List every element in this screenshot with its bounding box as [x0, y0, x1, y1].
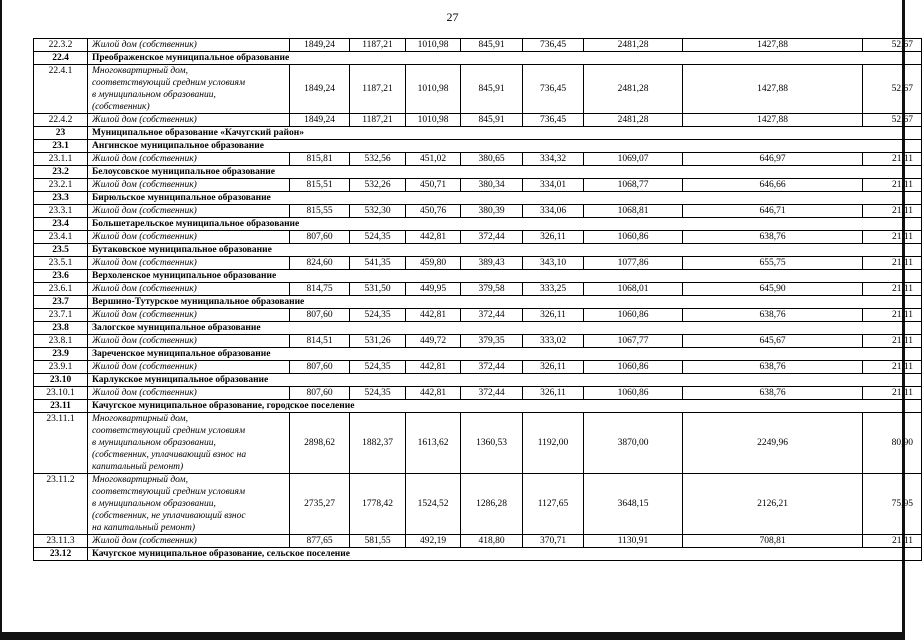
value-cell: 815,81	[290, 153, 350, 166]
table-row	[34, 231, 922, 244]
value-cell: 524,35	[350, 309, 406, 322]
section-code: 23.8	[34, 322, 88, 335]
description-line: Многоквартирный дом,	[92, 66, 188, 76]
value-cell: 372,44	[461, 231, 523, 244]
value-cell: 75,95	[863, 474, 922, 535]
table-row	[34, 39, 922, 52]
section-code: 23.11	[34, 400, 88, 413]
description-line: капитальный ремонт)	[92, 462, 184, 472]
table-row	[34, 205, 922, 218]
item-description	[88, 535, 290, 548]
value-cell: 52,67	[863, 65, 922, 114]
value-cell: 442,81	[406, 387, 461, 400]
section-row	[34, 270, 922, 283]
item-code: 23.1.1	[34, 153, 88, 166]
value-cell: 1187,21	[350, 39, 406, 52]
value-cell: 21,11	[863, 387, 922, 400]
section-title: Бирюльское муниципальное образование	[88, 192, 922, 205]
description-line: соответствующий средним условиям	[92, 426, 246, 436]
table-row	[34, 387, 922, 400]
value-cell: 380,65	[461, 153, 523, 166]
value-cell: 442,81	[406, 361, 461, 374]
value-cell: 1060,86	[584, 309, 683, 322]
description-line: в муниципальном образовании,	[92, 90, 216, 100]
description-line: Многоквартирный дом,	[92, 414, 188, 424]
description-line: Жилой дом (собственник)	[92, 232, 197, 242]
item-description	[88, 65, 290, 114]
section-code: 23.9	[34, 348, 88, 361]
description-line: Жилой дом (собственник)	[92, 284, 197, 294]
table-row	[34, 413, 922, 474]
value-cell: 379,58	[461, 283, 523, 296]
value-cell: 442,81	[406, 231, 461, 244]
page-number: 27	[446, 10, 459, 24]
value-cell: 646,71	[683, 205, 863, 218]
item-code: 23.8.1	[34, 335, 88, 348]
item-description	[88, 231, 290, 244]
section-title: Карлукское муниципальное образование	[88, 374, 922, 387]
item-code: 23.2.1	[34, 179, 88, 192]
value-cell: 815,55	[290, 205, 350, 218]
value-cell: 646,66	[683, 179, 863, 192]
description-line: Жилой дом (собственник)	[92, 362, 197, 372]
value-cell: 1882,37	[350, 413, 406, 474]
item-description	[88, 335, 290, 348]
item-description	[88, 257, 290, 270]
value-cell: 845,91	[461, 39, 523, 52]
value-cell: 334,01	[523, 179, 584, 192]
section-row	[34, 348, 922, 361]
value-cell: 646,97	[683, 153, 863, 166]
value-cell: 1069,07	[584, 153, 683, 166]
value-cell: 1060,86	[584, 361, 683, 374]
value-cell: 532,30	[350, 205, 406, 218]
value-cell: 1187,21	[350, 65, 406, 114]
value-cell: 1427,88	[683, 65, 863, 114]
section-code: 23.7	[34, 296, 88, 309]
value-cell: 450,76	[406, 205, 461, 218]
value-cell: 1778,42	[350, 474, 406, 535]
value-cell: 1130,91	[584, 535, 683, 548]
value-cell: 1849,24	[290, 114, 350, 127]
value-cell: 1524,52	[406, 474, 461, 535]
value-cell: 814,51	[290, 335, 350, 348]
section-code: 23	[34, 127, 88, 140]
value-cell: 21,11	[863, 205, 922, 218]
value-cell: 492,19	[406, 535, 461, 548]
item-description	[88, 283, 290, 296]
value-cell: 2126,21	[683, 474, 863, 535]
value-cell: 1192,00	[523, 413, 584, 474]
table-row	[34, 114, 922, 127]
value-cell: 638,76	[683, 309, 863, 322]
description-line: Жилой дом (собственник)	[92, 206, 197, 216]
item-description	[88, 205, 290, 218]
value-cell: 532,26	[350, 179, 406, 192]
value-cell: 80,90	[863, 413, 922, 474]
value-cell: 326,11	[523, 231, 584, 244]
item-code: 23.11.2	[34, 474, 88, 535]
section-title: Бутаковское муниципальное образование	[88, 244, 922, 257]
value-cell: 326,11	[523, 361, 584, 374]
value-cell: 1286,28	[461, 474, 523, 535]
item-description	[88, 361, 290, 374]
item-code: 23.7.1	[34, 309, 88, 322]
value-cell: 334,32	[523, 153, 584, 166]
section-code: 23.4	[34, 218, 88, 231]
description-line: Жилой дом (собственник)	[92, 180, 197, 190]
table-row	[34, 309, 922, 322]
section-code: 23.12	[34, 548, 88, 561]
value-cell: 877,65	[290, 535, 350, 548]
value-cell: 1849,24	[290, 39, 350, 52]
value-cell: 3648,15	[584, 474, 683, 535]
description-line: Жилой дом (собственник)	[92, 154, 197, 164]
item-description	[88, 114, 290, 127]
value-cell: 532,56	[350, 153, 406, 166]
description-line: (собственник, уплачивающий взнос на	[92, 450, 247, 460]
section-row	[34, 127, 922, 140]
item-code: 23.3.1	[34, 205, 88, 218]
section-title: Муниципальное образование «Качугский район»	[88, 127, 922, 140]
description-line: в муниципальном образовании,	[92, 499, 216, 509]
value-cell: 807,60	[290, 309, 350, 322]
value-cell: 380,34	[461, 179, 523, 192]
table-row	[34, 283, 922, 296]
value-cell: 451,02	[406, 153, 461, 166]
value-cell: 645,90	[683, 283, 863, 296]
section-title: Залогское муниципальное образование	[88, 322, 922, 335]
description-line: (собственник)	[92, 102, 150, 112]
value-cell: 807,60	[290, 231, 350, 244]
item-code: 23.4.1	[34, 231, 88, 244]
value-cell: 1127,65	[523, 474, 584, 535]
value-cell: 389,43	[461, 257, 523, 270]
value-cell: 1010,98	[406, 39, 461, 52]
table-row	[34, 535, 922, 548]
item-description	[88, 39, 290, 52]
item-description	[88, 413, 290, 474]
item-code: 23.10.1	[34, 387, 88, 400]
description-line: Жилой дом (собственник)	[92, 310, 197, 320]
value-cell: 370,71	[523, 535, 584, 548]
description-line: Жилой дом (собственник)	[92, 258, 197, 268]
value-cell: 343,10	[523, 257, 584, 270]
section-title: Качугское муниципальное образование, сельское поселение	[88, 548, 922, 561]
section-row	[34, 296, 922, 309]
table-row	[34, 257, 922, 270]
value-cell: 807,60	[290, 361, 350, 374]
item-code: 23.9.1	[34, 361, 88, 374]
table-row	[34, 474, 922, 535]
value-cell: 449,95	[406, 283, 461, 296]
section-row	[34, 218, 922, 231]
value-cell: 21,11	[863, 535, 922, 548]
value-cell: 326,11	[523, 309, 584, 322]
value-cell: 21,11	[863, 231, 922, 244]
value-cell: 638,76	[683, 387, 863, 400]
item-code: 23.11.3	[34, 535, 88, 548]
section-title: Белоусовское муниципальное образование	[88, 166, 922, 179]
value-cell: 531,50	[350, 283, 406, 296]
section-title: Ангинское муниципальное образование	[88, 140, 922, 153]
table-row	[34, 179, 922, 192]
description-line: (собственник, не уплачивающий взнос	[92, 511, 246, 521]
value-cell: 814,75	[290, 283, 350, 296]
value-cell: 845,91	[461, 65, 523, 114]
value-cell: 21,11	[863, 283, 922, 296]
value-cell: 1068,01	[584, 283, 683, 296]
value-cell: 326,11	[523, 387, 584, 400]
description-line: Жилой дом (собственник)	[92, 40, 197, 50]
section-title: Зареченское муниципальное образование	[88, 348, 922, 361]
value-cell: 442,81	[406, 309, 461, 322]
section-title: Верхоленское муниципальное образование	[88, 270, 922, 283]
item-description	[88, 309, 290, 322]
scan-edge-left	[0, 0, 2, 640]
value-cell: 3870,00	[584, 413, 683, 474]
value-cell: 2249,96	[683, 413, 863, 474]
value-cell: 21,11	[863, 335, 922, 348]
value-cell: 524,35	[350, 231, 406, 244]
description-line: Жилой дом (собственник)	[92, 536, 197, 546]
value-cell: 459,80	[406, 257, 461, 270]
table-row	[34, 153, 922, 166]
value-cell: 638,76	[683, 231, 863, 244]
value-cell: 1077,86	[584, 257, 683, 270]
value-cell: 531,26	[350, 335, 406, 348]
value-cell: 449,72	[406, 335, 461, 348]
section-code: 23.3	[34, 192, 88, 205]
value-cell: 21,11	[863, 179, 922, 192]
value-cell: 2481,28	[584, 65, 683, 114]
value-cell: 333,25	[523, 283, 584, 296]
value-cell: 845,91	[461, 114, 523, 127]
value-cell: 372,44	[461, 387, 523, 400]
section-row	[34, 400, 922, 413]
item-code: 22.3.2	[34, 39, 88, 52]
value-cell: 380,39	[461, 205, 523, 218]
description-line: соответствующий средним условиям	[92, 487, 246, 497]
description-line: Многоквартирный дом,	[92, 475, 188, 485]
value-cell: 2735,27	[290, 474, 350, 535]
section-row	[34, 140, 922, 153]
value-cell: 2481,28	[584, 114, 683, 127]
item-code: 22.4.1	[34, 65, 88, 114]
section-row	[34, 322, 922, 335]
value-cell: 418,80	[461, 535, 523, 548]
section-code: 23.6	[34, 270, 88, 283]
description-line: Жилой дом (собственник)	[92, 388, 197, 398]
description-line: на капитальный ремонт)	[92, 523, 196, 533]
item-description	[88, 387, 290, 400]
section-code: 23.2	[34, 166, 88, 179]
value-cell: 1060,86	[584, 231, 683, 244]
tariff-table-container	[33, 38, 913, 561]
value-cell: 524,35	[350, 387, 406, 400]
section-row	[34, 244, 922, 257]
item-code: 23.11.1	[34, 413, 88, 474]
section-title: Качугское муниципальное образование, городское поселение	[88, 400, 922, 413]
item-description	[88, 153, 290, 166]
value-cell: 1427,88	[683, 114, 863, 127]
value-cell: 541,35	[350, 257, 406, 270]
value-cell: 1068,77	[584, 179, 683, 192]
table-row	[34, 361, 922, 374]
value-cell: 736,45	[523, 114, 584, 127]
value-cell: 736,45	[523, 65, 584, 114]
scan-edge-bottom	[0, 632, 905, 640]
value-cell: 824,60	[290, 257, 350, 270]
table-body	[34, 39, 922, 561]
value-cell: 1613,62	[406, 413, 461, 474]
value-cell: 52,67	[863, 114, 922, 127]
value-cell: 1010,98	[406, 114, 461, 127]
value-cell: 1427,88	[683, 39, 863, 52]
value-cell: 1187,21	[350, 114, 406, 127]
section-row	[34, 548, 922, 561]
item-code: 23.5.1	[34, 257, 88, 270]
value-cell: 708,81	[683, 535, 863, 548]
section-code: 23.10	[34, 374, 88, 387]
item-description	[88, 179, 290, 192]
item-code: 22.4.2	[34, 114, 88, 127]
value-cell: 2481,28	[584, 39, 683, 52]
value-cell: 1010,98	[406, 65, 461, 114]
description-line: соответствующий средним условиям	[92, 78, 246, 88]
value-cell: 736,45	[523, 39, 584, 52]
value-cell: 21,11	[863, 361, 922, 374]
section-code: 23.5	[34, 244, 88, 257]
value-cell: 372,44	[461, 361, 523, 374]
value-cell: 581,55	[350, 535, 406, 548]
section-code: 22.4	[34, 52, 88, 65]
description-line: Жилой дом (собственник)	[92, 336, 197, 346]
section-code: 23.1	[34, 140, 88, 153]
description-line: Жилой дом (собственник)	[92, 115, 197, 125]
description-line: в муниципальном образовании,	[92, 438, 216, 448]
section-title: Преображенское муниципальное образование	[88, 52, 922, 65]
table-row	[34, 335, 922, 348]
item-code: 23.6.1	[34, 283, 88, 296]
value-cell: 638,76	[683, 361, 863, 374]
section-row	[34, 374, 922, 387]
section-title: Большетарельское муниципальное образование	[88, 218, 922, 231]
value-cell: 21,11	[863, 309, 922, 322]
table-row	[34, 65, 922, 114]
value-cell: 334,06	[523, 205, 584, 218]
section-title: Вершино-Тутурское муниципальное образование	[88, 296, 922, 309]
value-cell: 1068,81	[584, 205, 683, 218]
tariff-table	[33, 38, 922, 561]
section-row	[34, 192, 922, 205]
value-cell: 372,44	[461, 309, 523, 322]
value-cell: 1849,24	[290, 65, 350, 114]
value-cell: 645,67	[683, 335, 863, 348]
value-cell: 807,60	[290, 387, 350, 400]
value-cell: 379,35	[461, 335, 523, 348]
value-cell: 21,11	[863, 257, 922, 270]
value-cell: 1060,86	[584, 387, 683, 400]
value-cell: 2898,62	[290, 413, 350, 474]
value-cell: 524,35	[350, 361, 406, 374]
value-cell: 815,51	[290, 179, 350, 192]
value-cell: 21,11	[863, 153, 922, 166]
value-cell: 655,75	[683, 257, 863, 270]
value-cell: 52,67	[863, 39, 922, 52]
value-cell: 450,71	[406, 179, 461, 192]
section-row	[34, 166, 922, 179]
item-description	[88, 474, 290, 535]
value-cell: 1360,53	[461, 413, 523, 474]
section-row	[34, 52, 922, 65]
value-cell: 333,02	[523, 335, 584, 348]
value-cell: 1067,77	[584, 335, 683, 348]
